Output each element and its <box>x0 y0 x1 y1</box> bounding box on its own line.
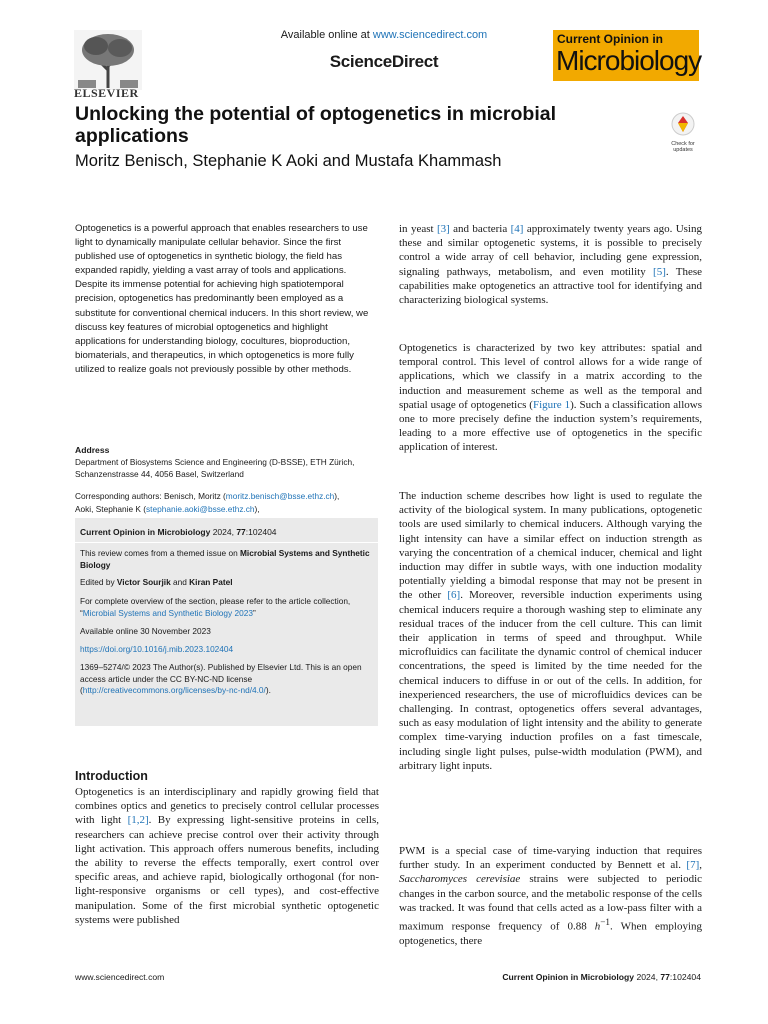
p4-text-c: strains were subjected to periodic changes in the carbon source, and the metabolic response of the cells was tracked. It was found that cells acted as a low-pass filter with a maximum response frequency of 0.88 <box>399 873 703 933</box>
p1-text-b: and bacteria <box>449 223 511 235</box>
p2-text-b: ). Such a classification allows one to more precisely define the induction system’s requirements, leading to a more effective use of optogenetics in the specific application of interest. <box>399 398 702 454</box>
intro-text-b: . By expressing light-sensitive proteins in cells, researchers can achieve precise control over their activity through light activation. This approach offers numerous benefits, including the ability to reverse the effects temporally, exert control over specific areas, and achieve rapid, biologically orthogonal (for non-light-responsive organisms or cell types), and cost-effective manipulation. Some of the first microbial synthetic optogenetic systems were published <box>75 814 379 926</box>
journal-logo-line1: Current Opinion in <box>557 32 663 46</box>
info-volume: 77 <box>236 527 246 537</box>
article-title: Unlocking the potential of optogenetics in microbial applications <box>75 103 557 147</box>
collection-link[interactable]: Microbial Systems and Synthetic Biology 2023 <box>82 607 253 618</box>
overview-line <box>80 596 374 619</box>
ref-link[interactable]: [3] <box>436 223 450 235</box>
overview-suffix: ” <box>252 607 256 618</box>
author2-close: ), <box>254 503 260 514</box>
license-line <box>80 662 374 697</box>
editor2: Kiran Patel <box>189 577 233 587</box>
check-badge-line2: updates <box>673 147 693 153</box>
sciencedirect-link[interactable]: www.sciencedirect.com <box>372 29 488 41</box>
check-for-updates-badge[interactable] <box>666 112 700 153</box>
p1-text-c: approximately twenty years ago. Using these and similar optogenetic systems, it is possible to precisely control a wide array of cell behavior, including gene expression, signaling pathways, metabolism, and even motility <box>399 223 702 278</box>
info-journal-line <box>80 527 277 537</box>
publisher-name: ELSEVIER <box>74 86 139 100</box>
unit-h: h <box>594 920 601 933</box>
body-paragraph-1 <box>399 222 702 307</box>
ref-link[interactable]: [5] <box>653 265 666 278</box>
species-name: Saccharomyces cerevisiae <box>399 873 521 886</box>
issue-name: Microbial Systems and Synthetic Biology <box>80 548 370 570</box>
introduction-paragraph <box>75 785 379 927</box>
journal-logo <box>553 30 702 81</box>
footer-volume: 77 <box>660 972 670 982</box>
p2-text-a: Optogenetics is characterized by two key attributes: spatial and temporal control. This level of control allows for a wide range of applications, which we classify in a matrix according to the induction and measurement scheme as well as the temporal and spatial usage of optogenetics ( <box>399 342 702 411</box>
check-badge-line1: Check for <box>671 141 695 147</box>
edited-and: and <box>170 577 190 587</box>
info-article-number: :102404 <box>245 527 277 537</box>
ref-link[interactable]: [6] <box>447 589 461 602</box>
unit-exponent: −1 <box>600 917 611 928</box>
check-updates-icon <box>666 112 700 136</box>
doi-line <box>80 644 374 656</box>
author1-email-link[interactable]: moritz.benisch@bsse.ethz.ch <box>225 491 335 501</box>
available-prefix: Available online at <box>280 29 373 41</box>
license-link[interactable]: http://creativecommons.org/licenses/by-nc-nd/4.0/ <box>82 685 266 695</box>
p1-text-a: in yeast <box>399 223 437 235</box>
footer-citation <box>502 972 701 982</box>
editor1: Victor Sourjik <box>116 577 171 587</box>
address-block <box>75 445 378 458</box>
available-online-date: Available online 30 November 2023 <box>80 626 211 636</box>
intro-text-a: Optogenetics is an interdisciplinary and rapidly growing field that combines optics and genetics to precisely control cellular processes with light <box>75 786 379 827</box>
address-heading: Address <box>75 445 110 455</box>
info-divider <box>75 542 378 543</box>
corresponding-label: Corresponding authors: <box>75 491 165 501</box>
body-paragraph-3 <box>399 489 702 773</box>
address-text: Department of Biosystems Science and Engineering (D-BSSE), ETH Zürich, Schanzenstrasse 44, 4056 Basel, Switzerland <box>75 457 355 479</box>
ref-link[interactable]: [7] <box>686 859 700 872</box>
themed-issue-line <box>80 548 374 571</box>
author2-email-link[interactable]: stephanie.aoki@bsse.ethz.ch <box>146 503 255 514</box>
overview-prefix: For complete overview of the section, please refer to the article collection, “ <box>80 596 351 618</box>
author1-name: Benisch, Moritz ( <box>164 491 226 501</box>
p3-text-b: . Moreover, reversible induction experiments using chemical inducers require a thorough washing step to eliminate any residual traces of the inducer from the cell culture. This can limit their application in terms of speed and throughput. While microfluidics can facilitate the dynamic control of chemical inducer concentrations, the speed is limited by the time needed for the chemical inducers to diffuse in or out of the cells. In addition, for inexperienced researchers, the use of microfluidics devices can be challenging. In contrast, optogenetics offers several advantages, such as easy modulation of light intensity and the ability to generate complex time-varying induction profiles on a fast timescale, including single light pulses, pulse-width modulation (PWM), and arbitrary light inputs. <box>399 589 702 772</box>
ref-link[interactable]: [1,2] <box>127 814 149 827</box>
license-suffix: ). <box>265 685 271 695</box>
footer-article-number: :102404 <box>669 972 701 982</box>
info-year: 2024, <box>210 527 237 537</box>
author2-name: Aoki, Stephanie K ( <box>75 503 147 514</box>
p4-text-d: . When employing optogenetics, there <box>399 920 702 947</box>
doi-link[interactable]: https://doi.org/10.1016/j.mib.2023.102404 <box>80 644 234 654</box>
info-journal-name: Current Opinion in Microbiology <box>80 527 211 537</box>
sciencedirect-brand: ScienceDirect <box>329 52 439 71</box>
article-authors: Moritz Benisch, Stephanie K Aoki and Mustafa Khammash <box>75 152 502 170</box>
p1-text-d: . These capabilities make optogenetics an attractive tool for identifying and characterizing biological systems. <box>399 265 702 307</box>
body-paragraph-4 <box>399 844 702 948</box>
edited-prefix: Edited by <box>80 577 117 587</box>
figure-1-link[interactable]: Figure 1 <box>532 398 571 411</box>
footer-website: www.sciencedirect.com <box>75 972 165 982</box>
p4-text-a: PWM is a special case of time-varying induction that requires further study. In an experiment conducted by Bennett et al. <box>399 845 702 872</box>
abstract: Optogenetics is a powerful approach that enables researchers to use light to dynamically manipulate cellular behavior. Since the first published use of optogenetics in synthetic biology, the field has expanded rapidly, yielding a vast array of tools and applications. Despite its immense potential for achieving high spatiotemporal precision, optogenetics has predominantly been employed as a substitute for conventional chemical inducers. In this short review, we discuss key features of microbial optogenetics and highlight applications for understanding biology, cocultures, bioproduction, biomaterials, and therapeutics, in which optogenetics is more fully utilized to realize goals not previously possible by other methods. <box>75 223 369 375</box>
introduction-heading: Introduction <box>75 769 148 783</box>
issue-prefix: This review comes from a themed issue on <box>80 548 241 558</box>
article-info-box <box>75 518 378 726</box>
journal-logo-line2: Microbiology <box>556 45 702 76</box>
p4-text-b: , <box>699 859 702 872</box>
p3-text-a: The induction scheme describes how light is used to regulate the activity of the biological system. In many publications, optogenetic tools are used similarly to chemical inducers. Although varying the light intensity can have a similar effect on induction strength as varying the concentration of a chemical inducer, chemical and light induction may differ in subtle ways, with one induction modality potentially yielding a bimodal response that may not be present in the other <box>399 490 702 602</box>
body-paragraph-2 <box>399 341 702 455</box>
author1-close: ), <box>334 491 340 501</box>
footer-journal: Current Opinion in Microbiology <box>502 972 635 982</box>
edited-by-line <box>80 577 374 589</box>
ref-link[interactable]: [4] <box>510 223 524 235</box>
license-prefix: 1369–5274/© 2023 The Author(s). Published by Elsevier Ltd. This is an open access article under the CC BY-NC-ND license ( <box>80 662 362 695</box>
footer-year: 2024, <box>634 972 661 982</box>
